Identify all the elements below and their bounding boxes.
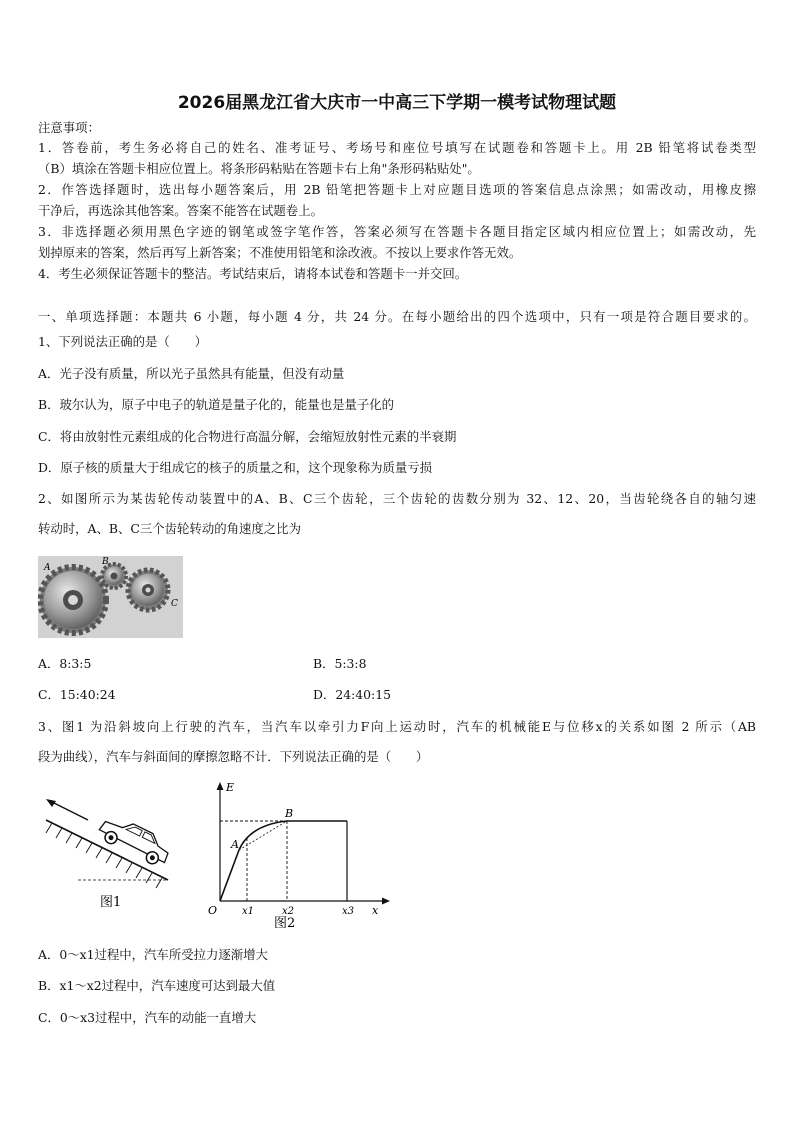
notice-line-2: （B）填涂在答题卡相应位置上。将条形码粘贴在答题卡右上角"条形码粘贴处"。 [38, 161, 480, 176]
figure-1-caption: 图1 [100, 895, 122, 910]
figure-2-caption: 图2 [274, 916, 296, 928]
question-1-option-c: C．将由放射性元素组成的化合物进行高温分解，会缩短放射性元素的半衰期 [38, 429, 457, 444]
question-2-option-a: A．8:3:5 [38, 656, 92, 671]
question-2-stem-line2: 转动时，A、B、C三个齿轮转动的角速度之比为 [38, 521, 301, 536]
origin-label: O [208, 904, 218, 917]
question-1-stem: 1、下列说法正确的是（ ） [38, 334, 207, 349]
question-2-option-b: B．5:3:8 [313, 656, 367, 671]
gear-a [40, 567, 106, 633]
question-1-option-b: B．玻尔认为，原子中电子的轨道是量子化的，能量也是量子化的 [38, 397, 395, 412]
exam-title: 2026届黑龙江省大庆市一中高三下学期一模考试物理试题 [177, 93, 617, 113]
question-2-stem-line1: 2、如图所示为某齿轮传动装置中的A、B、C三个齿轮，三个齿轮的齿数分别为 32、12、20，当齿轮绕各自的轴匀速 [38, 491, 756, 506]
gear-label-b: B [102, 557, 109, 567]
question-3-stem-line1: 3、图1 为沿斜坡向上行驶的汽车，当汽车以牵引力F向上运动时，汽车的机械能E与位移x的关系如图 2 所示（AB [38, 719, 756, 734]
gear-drawing [38, 556, 183, 638]
notice-line-3: 2．作答选择题时，选出每小题答案后，用 2B 铅笔把答题卡上对应题目选项的答案信息点涂黑；如需改动，用橡皮擦 [38, 182, 756, 197]
question-2-option-c: C．15:40:24 [38, 687, 116, 702]
question-3-option-c: C．0～x3过程中，汽车的动能一直增大 [38, 1010, 257, 1025]
section-heading: 一、单项选择题：本题共 6 小题，每小题 4 分，共 24 分。在每小题给出的四个选项中，只有一项是符合题目要求的。 [38, 309, 756, 324]
y-axis-label: E [226, 781, 235, 794]
x-axis-label: x [372, 904, 379, 917]
notice-heading: 注意事项： [38, 120, 100, 135]
energy-curve [220, 821, 347, 901]
tick-x3: x3 [342, 906, 355, 917]
tick-x1: x1 [242, 906, 255, 917]
question-3-stem-line2: 段为曲线），汽车与斜面间的摩擦忽略不计．下列说法正确的是（ ） [38, 749, 429, 764]
question-2-option-d: D．24:40:15 [313, 687, 391, 702]
question-3-option-b: B．x1～x2过程中，汽车速度可达到最大值 [38, 978, 276, 993]
point-b-label: B [285, 807, 294, 820]
gear-figure [38, 556, 183, 638]
point-a-label: A [231, 838, 239, 851]
gear-label-c: C [171, 599, 178, 609]
notice-line-4: 干净后，再选涂其他答案。答案不能答在试题卷上。 [38, 203, 323, 218]
force-arrow [46, 799, 88, 820]
figure-1-car-on-slope [38, 790, 178, 912]
question-1-option-d: D．原子核的质量大于组成它的核子的质量之和，这个现象称为质量亏损 [38, 460, 433, 475]
gear-label-a: A [44, 563, 51, 573]
notice-line-6: 划掉原来的答案，然后再写上新答案；不准使用铅笔和涂改液。不按以上要求作答无效。 [38, 245, 522, 260]
notice-line-5: 3．非选择题必须用黑色字迹的钢笔或签字笔作答，答案必须写在答题卡各题目指定区域内相应位置上；如需改动，先 [38, 224, 756, 239]
gear-b [102, 564, 126, 588]
notice-line-1: 1．答卷前，考生务必将自己的姓名、准考证号、考场号和座位号填写在试题卷和答题卡上。用 2B 铅笔将试卷类型 [38, 140, 756, 155]
question-3-option-a: A．0～x1过程中，汽车所受拉力逐渐增大 [38, 947, 268, 962]
gear-c [128, 570, 168, 610]
figure-2-energy-graph [200, 778, 400, 928]
tick-x2: x2 [282, 906, 295, 917]
question-1-option-a: A．光子没有质量，所以光子虽然具有能量，但没有动量 [38, 366, 345, 381]
notice-line-7: 4．考生必须保证答题卡的整洁。考试结束后，请将本试卷和答题卡一并交回。 [38, 266, 468, 281]
